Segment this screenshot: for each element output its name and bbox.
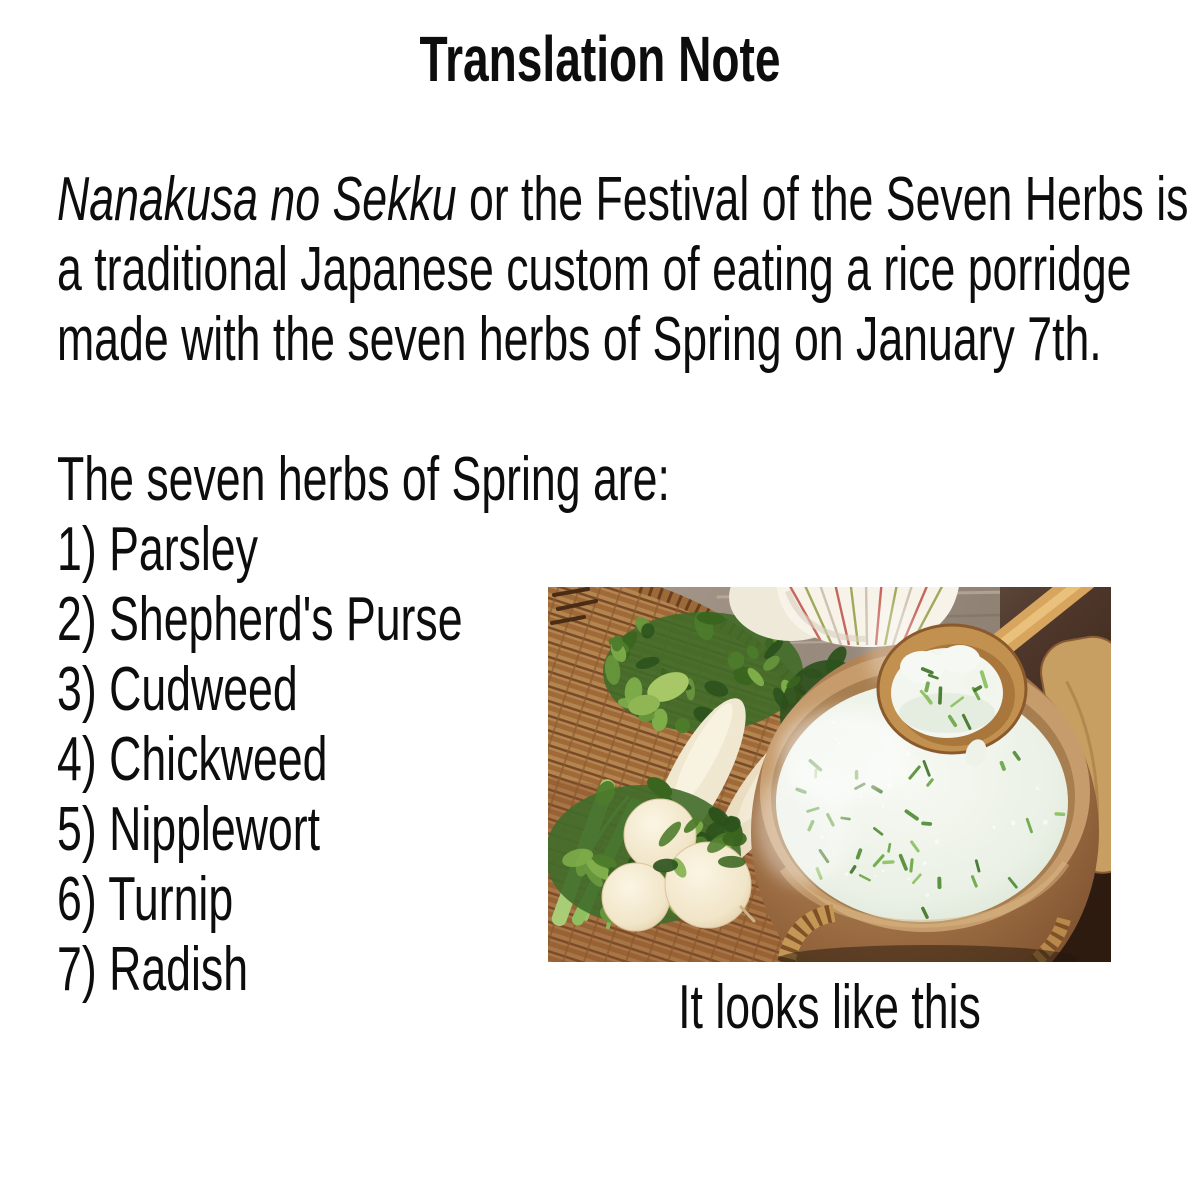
intro-paragraph <box>57 165 1188 375</box>
herbs-list-heading: The seven herbs of Spring are: <box>57 445 670 514</box>
herb-item-chickweed: 4) Chickweed <box>57 725 328 794</box>
paragraph-line-1-rest: or the Festival of the Seven Herbs is <box>456 165 1189 234</box>
photo-caption: It looks like this <box>678 973 981 1042</box>
page-title: Translation Note <box>419 23 781 95</box>
paragraph-line-3: made with the seven herbs of Spring on January 7th. <box>57 305 1102 374</box>
herb-item-parsley: 1) Parsley <box>57 515 258 584</box>
porridge-photo <box>548 587 1111 962</box>
paragraph-line-2: a traditional Japanese custom of eating a rice porridge <box>57 235 1132 304</box>
herb-item-radish: 7) Radish <box>57 935 249 1004</box>
herb-item-turnip: 6) Turnip <box>57 865 234 934</box>
herb-item-cudweed: 3) Cudweed <box>57 655 298 724</box>
paragraph-line-1 <box>57 165 1188 235</box>
porridge-figure <box>548 587 1111 1057</box>
japanese-term-italic: Nanakusa no Sekku <box>57 165 457 234</box>
herb-item-nipplewort: 5) Nipplewort <box>57 795 320 864</box>
herb-item-shepherds-purse: 2) Shepherd's Purse <box>57 585 463 654</box>
